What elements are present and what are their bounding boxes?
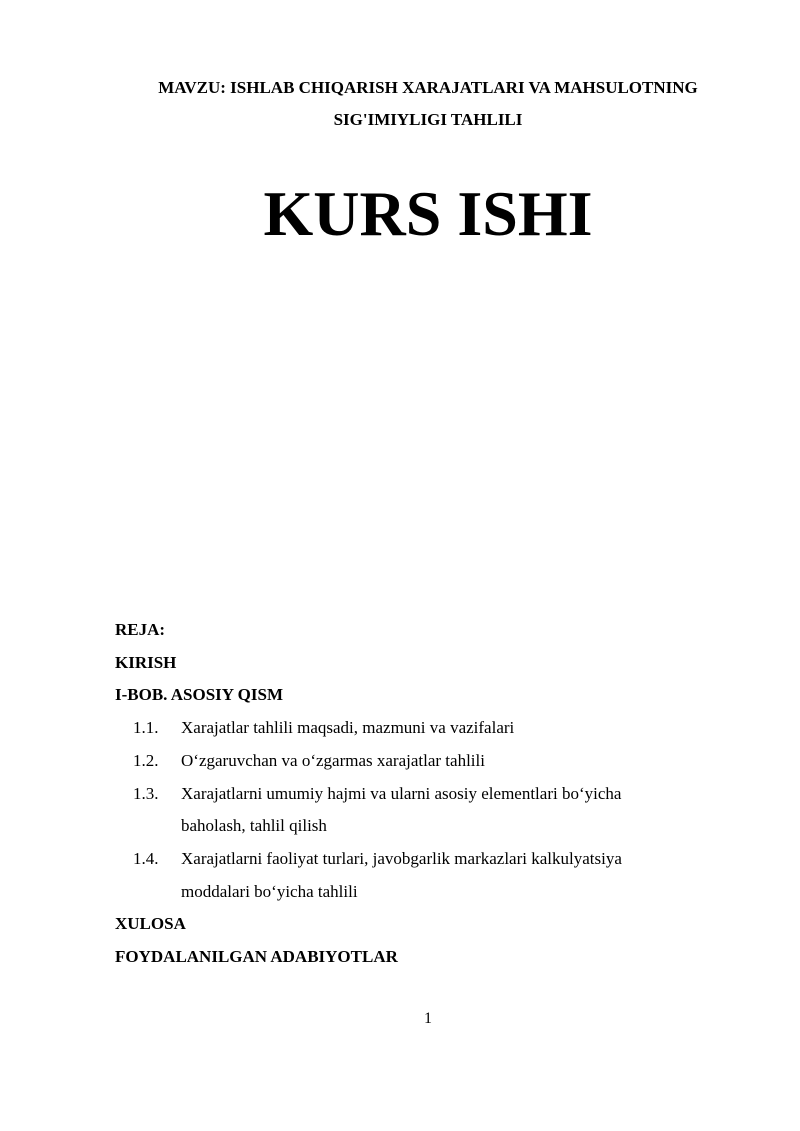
- toc-section-title: Xarajatlarni umumiy hajmi va ularni asosiy elementlari bo‘yicha baholash, tahlil qilish: [181, 783, 622, 836]
- plan-heading: REJA:: [115, 620, 166, 639]
- page-number: 1: [424, 1010, 432, 1027]
- toc-section-title: O‘zgaruvchan va o‘zgarmas xarajatlar tahlili: [181, 750, 485, 770]
- toc-section-title: Xarajatlarni faoliyat turlari, javobgarlik markazlari kalkulyatsiya moddalari bo‘yicha tahlili: [181, 848, 622, 901]
- toc-section-1-1: [115, 712, 715, 745]
- toc-section-1-2: [115, 745, 715, 778]
- toc-chapter-title: I-BOB. ASOSIY QISM: [115, 685, 283, 705]
- toc-section-number: 1.2.: [133, 750, 159, 770]
- toc-section-1-4: [115, 843, 715, 908]
- toc-references: FOYDALANILGAN ADABIYOTLAR: [115, 947, 398, 967]
- toc-section-number: 1.1.: [133, 718, 159, 738]
- document-type-title: KURS ISHI: [263, 178, 593, 249]
- toc-section-1-3: [115, 778, 715, 843]
- document-topic: MAVZU: ISHLAB CHIQARISH XARAJATLARI VA MAHSULOTNING SIG'IMIYLIGI TAHLILI: [158, 78, 698, 129]
- toc-section-number: 1.4.: [133, 848, 159, 868]
- table-of-contents: [115, 614, 715, 974]
- toc-section-number: 1.3.: [133, 783, 159, 803]
- toc-conclusion: XULOSA: [115, 914, 186, 934]
- toc-section-title: Xarajatlar tahlili maqsadi, mazmuni va vazifalari: [181, 718, 515, 738]
- toc-introduction: KIRISH: [115, 652, 177, 672]
